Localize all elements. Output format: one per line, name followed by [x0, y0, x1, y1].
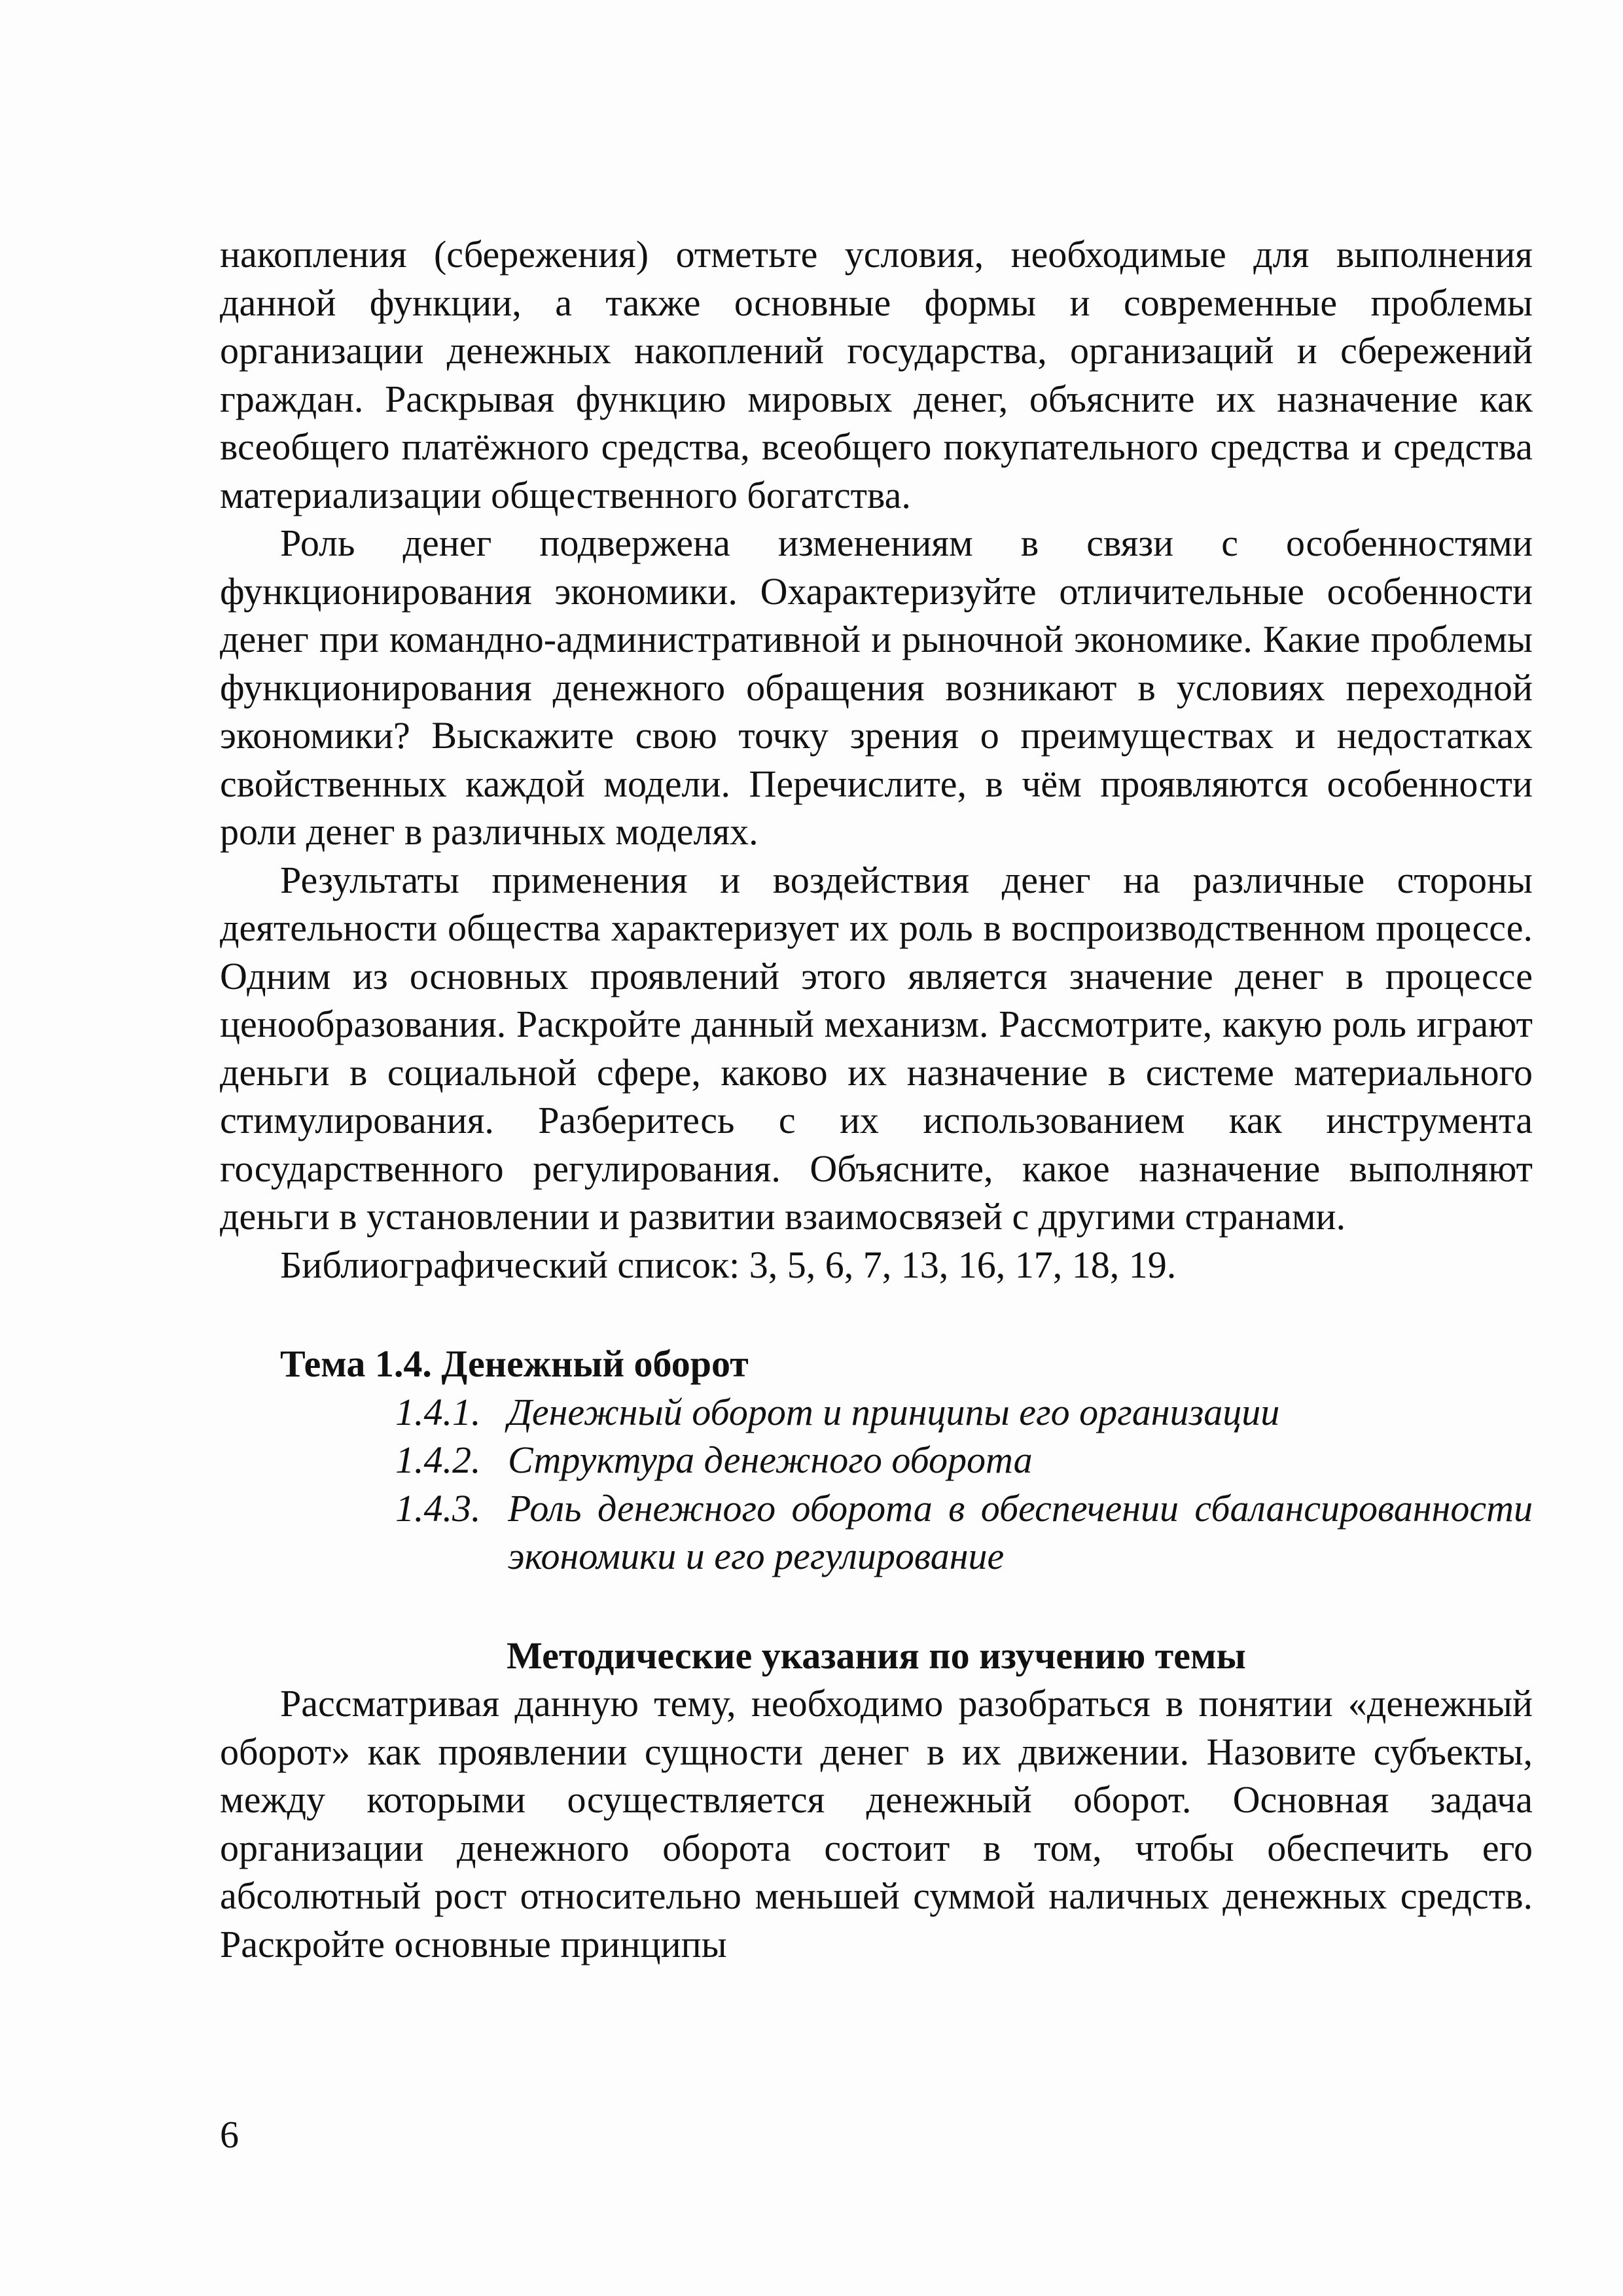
- page-body: [220, 230, 1533, 1968]
- subtopic-item: [395, 1436, 1533, 1484]
- methodical-heading: Методические указания по изучению темы: [507, 1634, 1246, 1677]
- subtopic-item: [395, 1388, 1533, 1437]
- paragraph-money-turnover: Рассматривая данную тему, необходимо разобраться в понятии «денежный оборот» как проявлении сущности денег в их движении. Назовите субъекты, между которыми осуществляется денежный оборот. Основная задача организации денежного оборота состоит в том, чтобы обеспечить его абсолютный рост относительно меньшей суммой наличных денежных средств. Раскройте основные принципы: [220, 1682, 1533, 1965]
- subtopic-item: [395, 1484, 1533, 1581]
- page-number: 6: [220, 2113, 239, 2156]
- subtopic-text: Денежный оборот и принципы его организации: [508, 1390, 1280, 1433]
- topic-title: Тема 1.4. Денежный оборот: [280, 1342, 749, 1385]
- subtopic-text: Роль денежного оборота в обеспечении сбалансированности экономики и его регулирование: [508, 1486, 1533, 1577]
- paragraph-reproduction-role: Результаты применения и воздействия денег на различные стороны деятельности общества характеризует их роль в воспроизводственном процессе. Одним из основных проявлений этого является значение денег в процессе ценообразования. Раскройте данный механизм. Рассмотрите, какую роль играют деньги в социальной сфере, каково их назначение в системе материального стимулирования. Разберитесь с их использованием как инструмента государственного регулирования. Объясните, какое назначение выполняют деньги в установлении и развитии взаимосвязей с другими странами.: [220, 858, 1533, 1238]
- paragraph-role-of-money: Роль денег подвержена изменениям в связи с особенностями функционирования экономики. Охарактеризуйте отличительные особенности денег при командно-административной и рыночной экономике. Какие проблемы функционирования денежного обращения возникают в условиях переходной экономики? Выскажите свою точку зрения о преимуществах и недостатках свойственных каждой модели. Перечислите, в чём проявляются особенности роли денег в различных моделях.: [220, 522, 1533, 853]
- paragraph-savings-function: накопления (сбережения) отметьте условия, необходимые для выполнения данной функции, а также основные формы и современные проблемы организации денежных накоплений государства, организаций и сбережений граждан. Раскрывая функцию мировых денег, объясните их назначение как всеобщего платёжного средства, всеобщего покупательного средства и средства материализации общественного богатства.: [220, 233, 1533, 516]
- subtopic-number: 1.4.1.: [395, 1390, 481, 1433]
- subtopic-list: [395, 1388, 1533, 1581]
- subtopic-text: Структура денежного оборота: [508, 1439, 1033, 1481]
- subtopic-number: 1.4.3.: [395, 1486, 481, 1530]
- bibliography-line: Библиографический список: 3, 5, 6, 7, 13, 16, 17, 18, 19.: [280, 1243, 1177, 1286]
- subtopic-number: 1.4.2.: [395, 1439, 481, 1481]
